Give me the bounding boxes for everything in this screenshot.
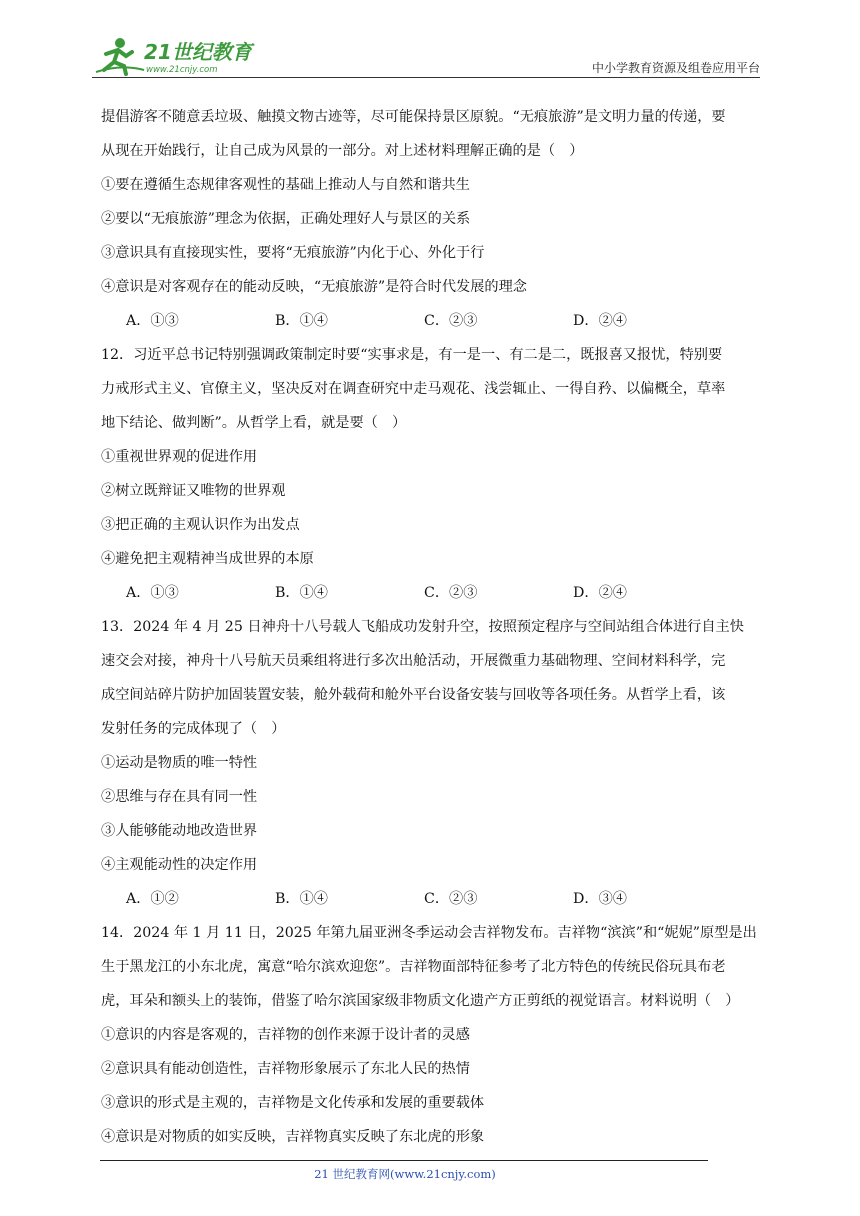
statement: ③意识的形式是主观的，吉祥物是文化传承和发展的重要载体	[101, 1095, 485, 1111]
statement: ④主观能动性的决定作用	[101, 857, 258, 873]
option-d[interactable]: D．②④	[573, 313, 627, 329]
answer-options	[101, 304, 763, 338]
option-c[interactable]: C．②③	[424, 313, 478, 329]
question-12-stem: 12．习近平总书记特别强调政策制定时要“实事求是，有一是一、有二是二，既报喜又报忧，特别要	[101, 347, 723, 363]
question-13-stem: 13．2024 年 4 月 25 日神舟十八号载人飞船成功发射升空，按照预定程序与空间站组合体进行自主快	[101, 619, 744, 635]
footer-divider	[100, 1160, 708, 1161]
option-b[interactable]: B．①④	[275, 313, 328, 329]
answer-options	[101, 576, 763, 610]
option-b[interactable]: B．①④	[275, 891, 328, 907]
statement: ④意识是对物质的如实反映，吉祥物真实反映了东北虎的形象	[101, 1129, 485, 1145]
option-d[interactable]: D．③④	[573, 891, 627, 907]
intro-line: 从现在开始践行，让自己成为风景的一部分。对上述材料理解正确的是（ ）	[101, 143, 584, 159]
header-divider	[92, 77, 760, 78]
statement: ①重视世界观的促进作用	[101, 449, 258, 465]
statement: ④意识是对客观存在的能动反映，“无痕旅游”是符合时代发展的理念	[101, 279, 527, 295]
statement: ③把正确的主观认识作为出发点	[101, 517, 300, 533]
intro-line: 提倡游客不随意丢垃圾、触摸文物古迹等，尽可能保持景区原貌。“无痕旅游”是文明力量的传递，要	[101, 109, 726, 125]
option-d[interactable]: D．②④	[573, 585, 627, 601]
question-12-stem: 地下结论、做判断”。从哲学上看，就是要（ ）	[101, 415, 407, 431]
option-b[interactable]: B．①④	[275, 585, 328, 601]
running-person-logo-icon	[92, 34, 272, 78]
statement: ①要在遵循生态规律客观性的基础上推动人与自然和谐共生	[101, 177, 470, 193]
page-header	[92, 34, 760, 78]
question-14-stem: 生于黑龙江的小东北虎，寓意“哈尔滨欢迎您”。吉祥物面部特征参考了北方特色的传统民俗玩具布老	[101, 959, 726, 975]
statement: ②树立既辩证又唯物的世界观	[101, 483, 286, 499]
option-c[interactable]: C．②③	[424, 585, 478, 601]
option-c[interactable]: C．②③	[424, 891, 478, 907]
svg-text:21世纪教育: 21世纪教育	[144, 40, 252, 64]
option-a[interactable]: A．①②	[126, 891, 179, 907]
statement: ③意识具有直接现实性，要将“无痕旅游”内化于心、外化于行	[101, 245, 485, 261]
site-logo	[92, 34, 272, 78]
option-a[interactable]: A．①③	[126, 313, 179, 329]
statement: ②思维与存在具有同一性	[101, 789, 258, 805]
answer-options	[101, 882, 763, 916]
question-14-stem: 14．2024 年 1 月 11 日，2025 年第九届亚洲冬季运动会吉祥物发布。吉祥物“滨滨”和“妮妮”原型是出	[101, 925, 757, 941]
statement: ①运动是物质的唯一特性	[101, 755, 258, 771]
statement: ④避免把主观精神当成世界的本原	[101, 551, 314, 567]
question-12-stem: 力戒形式主义、官僚主义，坚决反对在调查研究中走马观花、浅尝辄止、一得自矜、以偏概全，草率	[101, 381, 726, 397]
svg-text:www.21cnjy.com: www.21cnjy.com	[146, 65, 218, 75]
question-13-stem: 成空间站碎片防护加固装置安装，舱外载荷和舱外平台设备安装与回收等各项任务。从哲学上看，该	[101, 687, 726, 703]
statement: ②要以“无痕旅游”理念为依据，正确处理好人与景区的关系	[101, 211, 471, 227]
option-a[interactable]: A．①③	[126, 585, 179, 601]
statement: ③人能够能动地改造世界	[101, 823, 258, 839]
question-13-stem: 速交会对接，神舟十八号航天员乘组将进行多次出舱活动，开展微重力基础物理、空间材料科学，完	[101, 653, 726, 669]
question-13-stem: 发射任务的完成体现了（ ）	[101, 721, 286, 737]
footer-link[interactable]: 21 世纪教育网(www.21cnjy.com)	[314, 1167, 496, 1181]
statement: ②意识具有能动创造性，吉祥物形象展示了东北人民的热情	[101, 1061, 470, 1077]
question-content	[101, 100, 763, 1154]
question-14-stem: 虎，耳朵和额头上的装饰，借鉴了哈尔滨国家级非物质文化遗产方正剪纸的视觉语言。材料说明（ ）	[101, 993, 740, 1009]
platform-name: 中小学教育资源及组卷应用平台	[591, 61, 760, 75]
statement: ①意识的内容是客观的，吉祥物的创作来源于设计者的灵感	[101, 1027, 470, 1043]
